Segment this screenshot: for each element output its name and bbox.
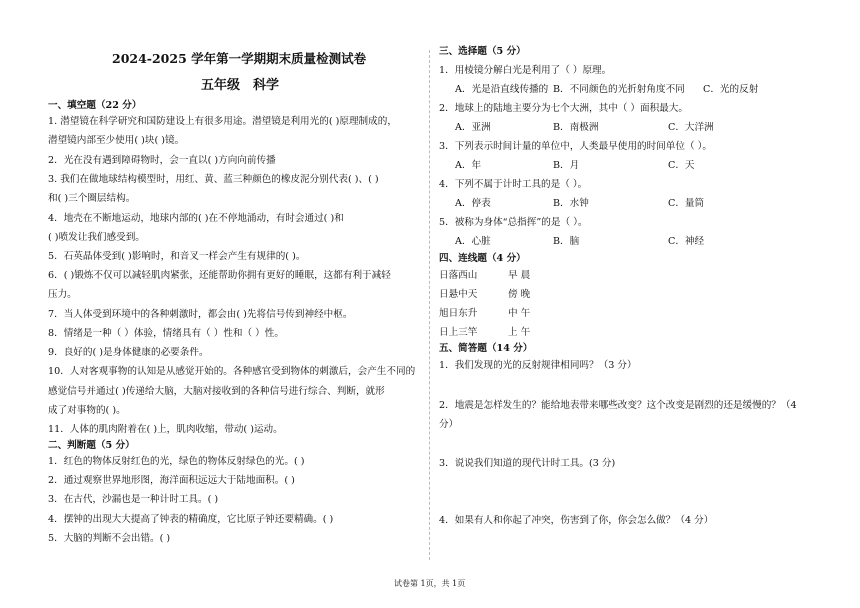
question-line: 潜望镜内部至少使用( )块( )镜。: [48, 135, 185, 146]
option-b: B．月: [553, 160, 580, 171]
question-line: 10．人对客观事物的认知是从感觉开始的。各种感官受到物体的刺激后，会产生不同的: [48, 366, 416, 377]
match-right-item: 早 晨: [508, 270, 531, 281]
column-divider: [429, 50, 430, 560]
section-fill-blank-heading: 一、填空题（22 分）: [48, 100, 142, 111]
question-line: 7．当人体受到环境中的各种刺激时，都会由( )先将信号传到神经中枢。: [48, 309, 353, 320]
question-line: 5．大脑的判断不会出错。( ): [48, 533, 171, 544]
match-left-item: 旭日东升: [439, 308, 478, 319]
question-line: 和( )三个圈层结构。: [48, 193, 136, 204]
section-true-false-heading: 二、判断题（5 分）: [48, 440, 135, 451]
match-right-item: 傍 晚: [508, 289, 531, 300]
question-line: 1．我们发现的光的反射规律相同吗？（3 分）: [439, 360, 637, 371]
option-c: C．光的反射: [703, 84, 759, 95]
question-line: ( )喷发让我们感受到。: [48, 232, 145, 243]
option-a: A．亚洲: [455, 122, 491, 133]
option-b: B．不同颜色的光折射角度不同: [553, 84, 685, 95]
question-line: 3．说说我们知道的现代计时工具。(3 分): [439, 458, 616, 469]
exam-title: 2024-2025 学年第一学期期末质量检测试卷: [112, 51, 367, 66]
option-c: C．大洋洲: [668, 122, 714, 133]
option-b: B．脑: [553, 236, 580, 247]
question-line: 2．地球上的陆地主要分为七个大洲，其中（ ）面积最大。: [439, 103, 688, 114]
option-c: C．神经: [668, 236, 705, 247]
option-a: A．光是沿直线传播的: [455, 84, 549, 95]
question-line: 4．摆钟的出现大大提高了钟表的精确度，它比原子钟还要精确。( ): [48, 514, 334, 525]
section-short-answer-heading: 五、简答题（14 分）: [439, 343, 533, 354]
question-line: 4．如果有人和你起了冲突，伤害到了你，你会怎么做？（4 分）: [439, 515, 714, 526]
option-b: B．水钟: [553, 198, 589, 209]
option-a: A．年: [455, 160, 482, 171]
question-line: 1．用棱镜分解白光是利用了（ ）原理。: [439, 65, 612, 76]
question-line: 1. 潜望镜在科学研究和国防建设上有很多用途。潜望镜是利用光的( )原理制成的，: [48, 116, 397, 127]
question-line: 1．红色的物体反射红色的光，绿色的物体反射绿色的光。( ): [48, 456, 305, 467]
match-left-item: 日落西山: [439, 270, 478, 281]
option-a: A．心脏: [455, 236, 491, 247]
question-line: 2．地震是怎样发生的？能给地表带来哪些改变？这个改变是剧烈的还是缓慢的？（4: [439, 400, 797, 411]
question-line: 3. 我们在做地球结构模型时，用红、黄、蓝三种颜色的橡皮泥分别代表( )、( ): [48, 174, 379, 185]
match-right-item: 上 午: [508, 327, 531, 338]
match-left-item: 日悬中天: [439, 289, 478, 300]
question-line: 8．情绪是一种（ ）体验，情绪具有（ ）性和（ ）性。: [48, 328, 284, 339]
question-line: 成了对事物的( )。: [48, 405, 126, 416]
question-line: 6．( )锻炼不仅可以减轻肌肉紧张，还能帮助你拥有更好的睡眠，这都有利于减轻: [48, 270, 391, 281]
question-line: 2．光在没有遇到障碍物时，会一直以( )方向向前传播: [48, 155, 276, 166]
page-footer: 试卷第 1页，共 1页: [394, 579, 466, 588]
question-line: 压力。: [48, 289, 77, 300]
question-line: 9．良好的( )是身体健康的必要条件。: [48, 347, 209, 358]
question-line: 5．石英晶体受到( )影响时，和音叉一样会产生有规律的( )。: [48, 251, 306, 262]
option-c: C．量筒: [668, 198, 705, 209]
exam-subtitle: 五年级 科学: [201, 78, 280, 93]
question-line: 分）: [439, 419, 459, 430]
match-right-item: 中 午: [508, 308, 531, 319]
match-left-item: 日上三竿: [439, 327, 478, 338]
question-line: 3．下列表示时间计量的单位中，人类最早使用的时间单位（ ）。: [439, 141, 712, 152]
question-line: 2．通过观察世界地形图，海洋面积远远大于陆地面积。( ): [48, 475, 295, 486]
section-matching-heading: 四、连线题（4 分）: [439, 253, 526, 264]
question-line: 感觉信号并通过( )传递给大脑，大脑对接收到的各种信号进行综合、判断，就形: [48, 386, 385, 397]
option-c: C．天: [668, 160, 695, 171]
question-line: 4．地壳在不断地运动，地球内部的( )在不停地涌动，有时会通过( )和: [48, 213, 344, 224]
question-line: 3．在古代，沙漏也是一种计时工具。( ): [48, 494, 219, 505]
question-line: 11．人体的肌肉附着在( )上，肌肉收缩，带动( )运动。: [48, 424, 283, 435]
option-b: B．南极洲: [553, 122, 599, 133]
question-line: 5．被称为身体“总指挥”的是（ ）。: [439, 217, 588, 228]
section-choice-heading: 三、选择题（5 分）: [439, 46, 526, 57]
option-a: A．停表: [455, 198, 491, 209]
question-line: 4．下列不属于计时工具的是（ ）。: [439, 179, 588, 190]
